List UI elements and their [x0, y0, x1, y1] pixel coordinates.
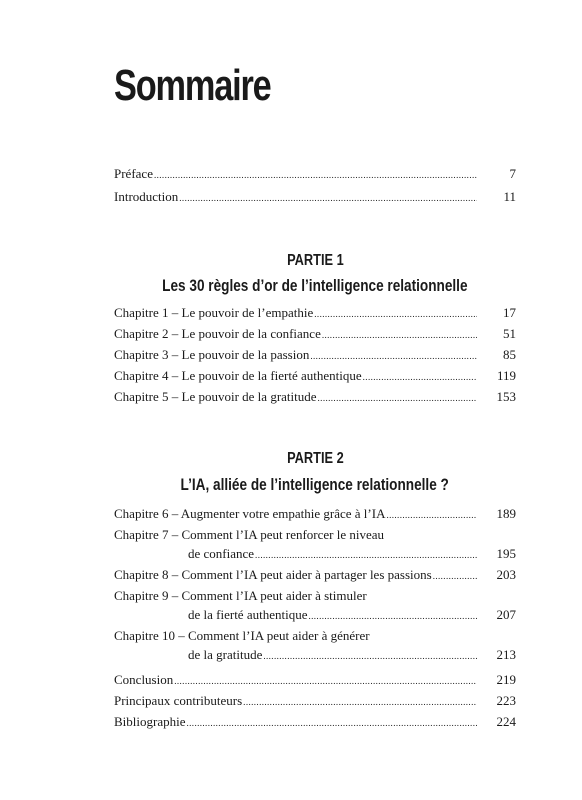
part-1-title: Les 30 règles d’or de l’intelligence relationnelle [162, 276, 468, 295]
toc-page-number: 17 [503, 305, 516, 320]
toc-page-number: 223 [496, 693, 516, 708]
toc-entry-label: Conclusion [114, 672, 174, 687]
leader-dots [255, 546, 477, 565]
toc-entry-contributors[interactable] [114, 691, 516, 710]
leader-dots [433, 567, 477, 586]
toc-entry-bibliography[interactable] [114, 712, 516, 731]
part-2-chapter-list [114, 504, 516, 664]
toc-entry-chapter-3[interactable] [114, 345, 516, 364]
leader-dots [322, 326, 477, 345]
leader-dots [179, 189, 477, 208]
toc-page-number: 207 [496, 607, 516, 622]
toc-entry-chapter-8[interactable] [114, 565, 516, 584]
toc-entry-chapter-2[interactable] [114, 324, 516, 343]
toc-entry-label: Chapitre 9 – Comment l’IA peut aider à stimuler [114, 588, 367, 603]
toc-page-number: 153 [496, 389, 516, 404]
toc-page-number: 195 [496, 546, 516, 561]
toc-page-number: 7 [509, 166, 516, 181]
leader-dots [386, 506, 477, 525]
part-1-number: PARTIE 1 [286, 252, 344, 269]
toc-entry-chapter-6[interactable] [114, 504, 516, 523]
toc-page-number: 203 [496, 567, 516, 582]
leader-dots [187, 714, 478, 733]
toc-entry-conclusion[interactable] [114, 670, 516, 689]
toc-page-number: 51 [503, 326, 516, 341]
leader-dots [243, 693, 477, 712]
toc-entry-chapter-9[interactable] [114, 586, 516, 624]
toc-entry-introduction[interactable] [114, 187, 516, 206]
toc-entry-label: Chapitre 7 – Comment l’IA peut renforcer le niveau [114, 527, 385, 542]
toc-entry-preface[interactable] [114, 164, 516, 183]
toc-entry-label-continued: de la fierté authentique [188, 607, 308, 622]
front-matter-list [114, 164, 516, 206]
toc-entry-label: Chapitre 5 – Le pouvoir de la gratitude [114, 389, 317, 404]
toc-entry-label-continued: de confiance [188, 546, 255, 561]
toc-entry-label: Principaux contributeurs [114, 693, 243, 708]
part-2-title: L’IA, alliée de l’intelligence relationnelle ? [180, 475, 450, 494]
toc-entry-label: Chapitre 2 – Le pouvoir de la confiance [114, 326, 321, 341]
toc-entry-label: Chapitre 10 – Comment l’IA peut aider à générer [114, 628, 370, 643]
toc-entry-label: Chapitre 6 – Augmenter votre empathie grâce à l’IA [114, 506, 386, 521]
toc-entry-chapter-7[interactable] [114, 525, 516, 563]
toc-entry-label-continued: de la gratitude [188, 647, 263, 662]
toc-page-number: 213 [496, 647, 516, 662]
leader-dots [310, 347, 477, 366]
toc-entry-label: Préface [114, 166, 153, 181]
toc-page-number: 11 [503, 189, 516, 204]
toc-entry-label: Chapitre 1 – Le pouvoir de l’empathie [114, 305, 314, 320]
toc-entry-label: Chapitre 4 – Le pouvoir de la fierté authentique [114, 368, 362, 383]
part-2-number: PARTIE 2 [286, 450, 344, 467]
leader-dots [363, 368, 477, 387]
toc-entry-chapter-5[interactable] [114, 387, 516, 406]
toc-entry-label: Introduction [114, 189, 179, 204]
page-title: Sommaire [114, 61, 271, 110]
part-1-chapter-list [114, 303, 516, 406]
leader-dots [318, 389, 477, 408]
toc-entry-label: Chapitre 3 – Le pouvoir de la passion [114, 347, 310, 362]
leader-dots [308, 607, 477, 626]
toc-entry-chapter-4[interactable] [114, 366, 516, 385]
leader-dots [154, 166, 477, 185]
back-matter-list [114, 670, 516, 731]
toc-page-number: 219 [496, 672, 516, 687]
toc-page-number: 224 [496, 714, 516, 729]
toc-entry-chapter-10[interactable] [114, 626, 516, 664]
toc-page-number: 119 [496, 368, 516, 383]
toc-page-number: 189 [496, 506, 516, 521]
leader-dots [263, 647, 477, 666]
leader-dots [314, 305, 477, 324]
toc-entry-label: Bibliographie [114, 714, 186, 729]
toc-page-number: 85 [503, 347, 516, 362]
leader-dots [174, 672, 477, 691]
toc-entry-chapter-1[interactable] [114, 303, 516, 322]
toc-entry-label: Chapitre 8 – Comment l’IA peut aider à partager les passions [114, 567, 432, 582]
